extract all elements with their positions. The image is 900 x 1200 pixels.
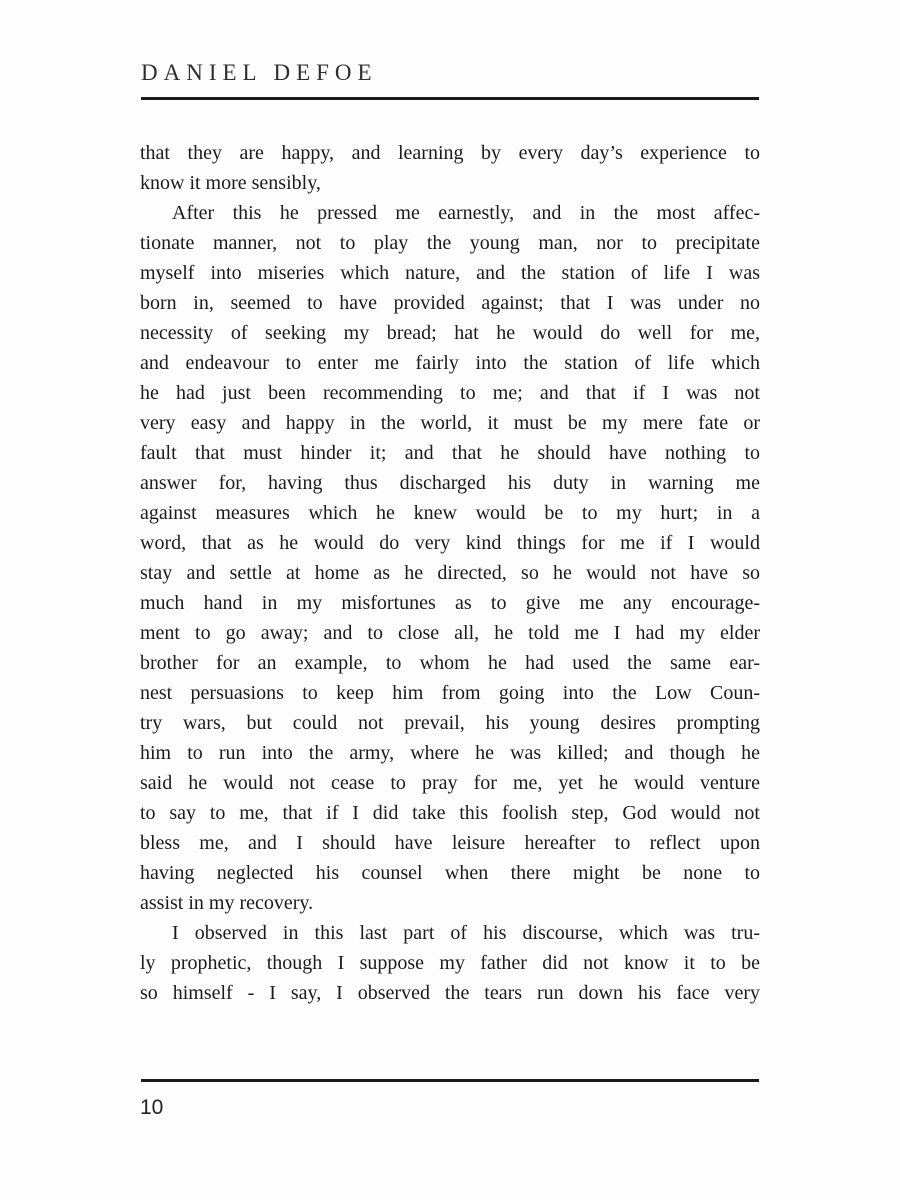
text-line: said he would not cease to pray for me, yet he would venture	[140, 772, 760, 794]
text-line: against measures which he knew would be to my hurt; in a	[140, 502, 760, 524]
text-line: stay and settle at home as he directed, so he would not have so	[140, 562, 760, 584]
footer-rule	[141, 1079, 759, 1082]
text-line: try wars, but could not prevail, his young desires prompting	[140, 712, 760, 734]
text-line: know it more sensibly,	[140, 172, 321, 194]
text-line: myself into miseries which nature, and the station of life I was	[140, 262, 760, 284]
text-line: word, that as he would do very kind things for me if I would	[140, 532, 760, 554]
text-line: much hand in my misfortunes as to give me any encourage-	[140, 592, 760, 614]
text-line: I observed in this last part of his discourse, which was tru-	[172, 922, 760, 944]
text-line: tionate manner, not to play the young man, nor to precipitate	[140, 232, 760, 254]
text-line: him to run into the army, where he was killed; and though he	[140, 742, 760, 764]
text-line: answer for, having thus discharged his duty in warning me	[140, 472, 760, 494]
body-text	[140, 138, 760, 1008]
header-rule	[141, 97, 759, 100]
text-line: having neglected his counsel when there might be none to	[140, 862, 760, 884]
text-line: born in, seemed to have provided against; that I was under no	[140, 292, 760, 314]
text-line: nest persuasions to keep him from going into the Low Coun-	[140, 682, 760, 704]
text-line: necessity of seeking my bread; hat he would do well for me,	[140, 322, 760, 344]
text-line: ment to go away; and to close all, he told me I had my elder	[140, 622, 760, 644]
text-line: brother for an example, to whom he had used the same ear-	[140, 652, 760, 674]
text-line: bless me, and I should have leisure hereafter to reflect upon	[140, 832, 760, 854]
text-line: to say to me, that if I did take this foolish step, God would not	[140, 802, 760, 824]
text-line: ly prophetic, though I suppose my father did not know it to be	[140, 952, 760, 974]
text-line: very easy and happy in the world, it must be my mere fate or	[140, 412, 760, 434]
text-line: and endeavour to enter me fairly into the station of life which	[140, 352, 760, 374]
text-line: After this he pressed me earnestly, and in the most affec-	[172, 202, 760, 224]
page-number: 10	[140, 1096, 164, 1119]
text-line: that they are happy, and learning by every day’s experience to	[140, 142, 760, 164]
text-line: he had just been recommending to me; and that if I was not	[140, 382, 760, 404]
text-line: so himself - I say, I observed the tears run down his face very	[140, 982, 760, 1004]
text-line: fault that must hinder it; and that he should have nothing to	[140, 442, 760, 464]
running-header-author: DANIEL DEFOE	[141, 60, 378, 85]
text-line: assist in my recovery.	[140, 892, 314, 914]
